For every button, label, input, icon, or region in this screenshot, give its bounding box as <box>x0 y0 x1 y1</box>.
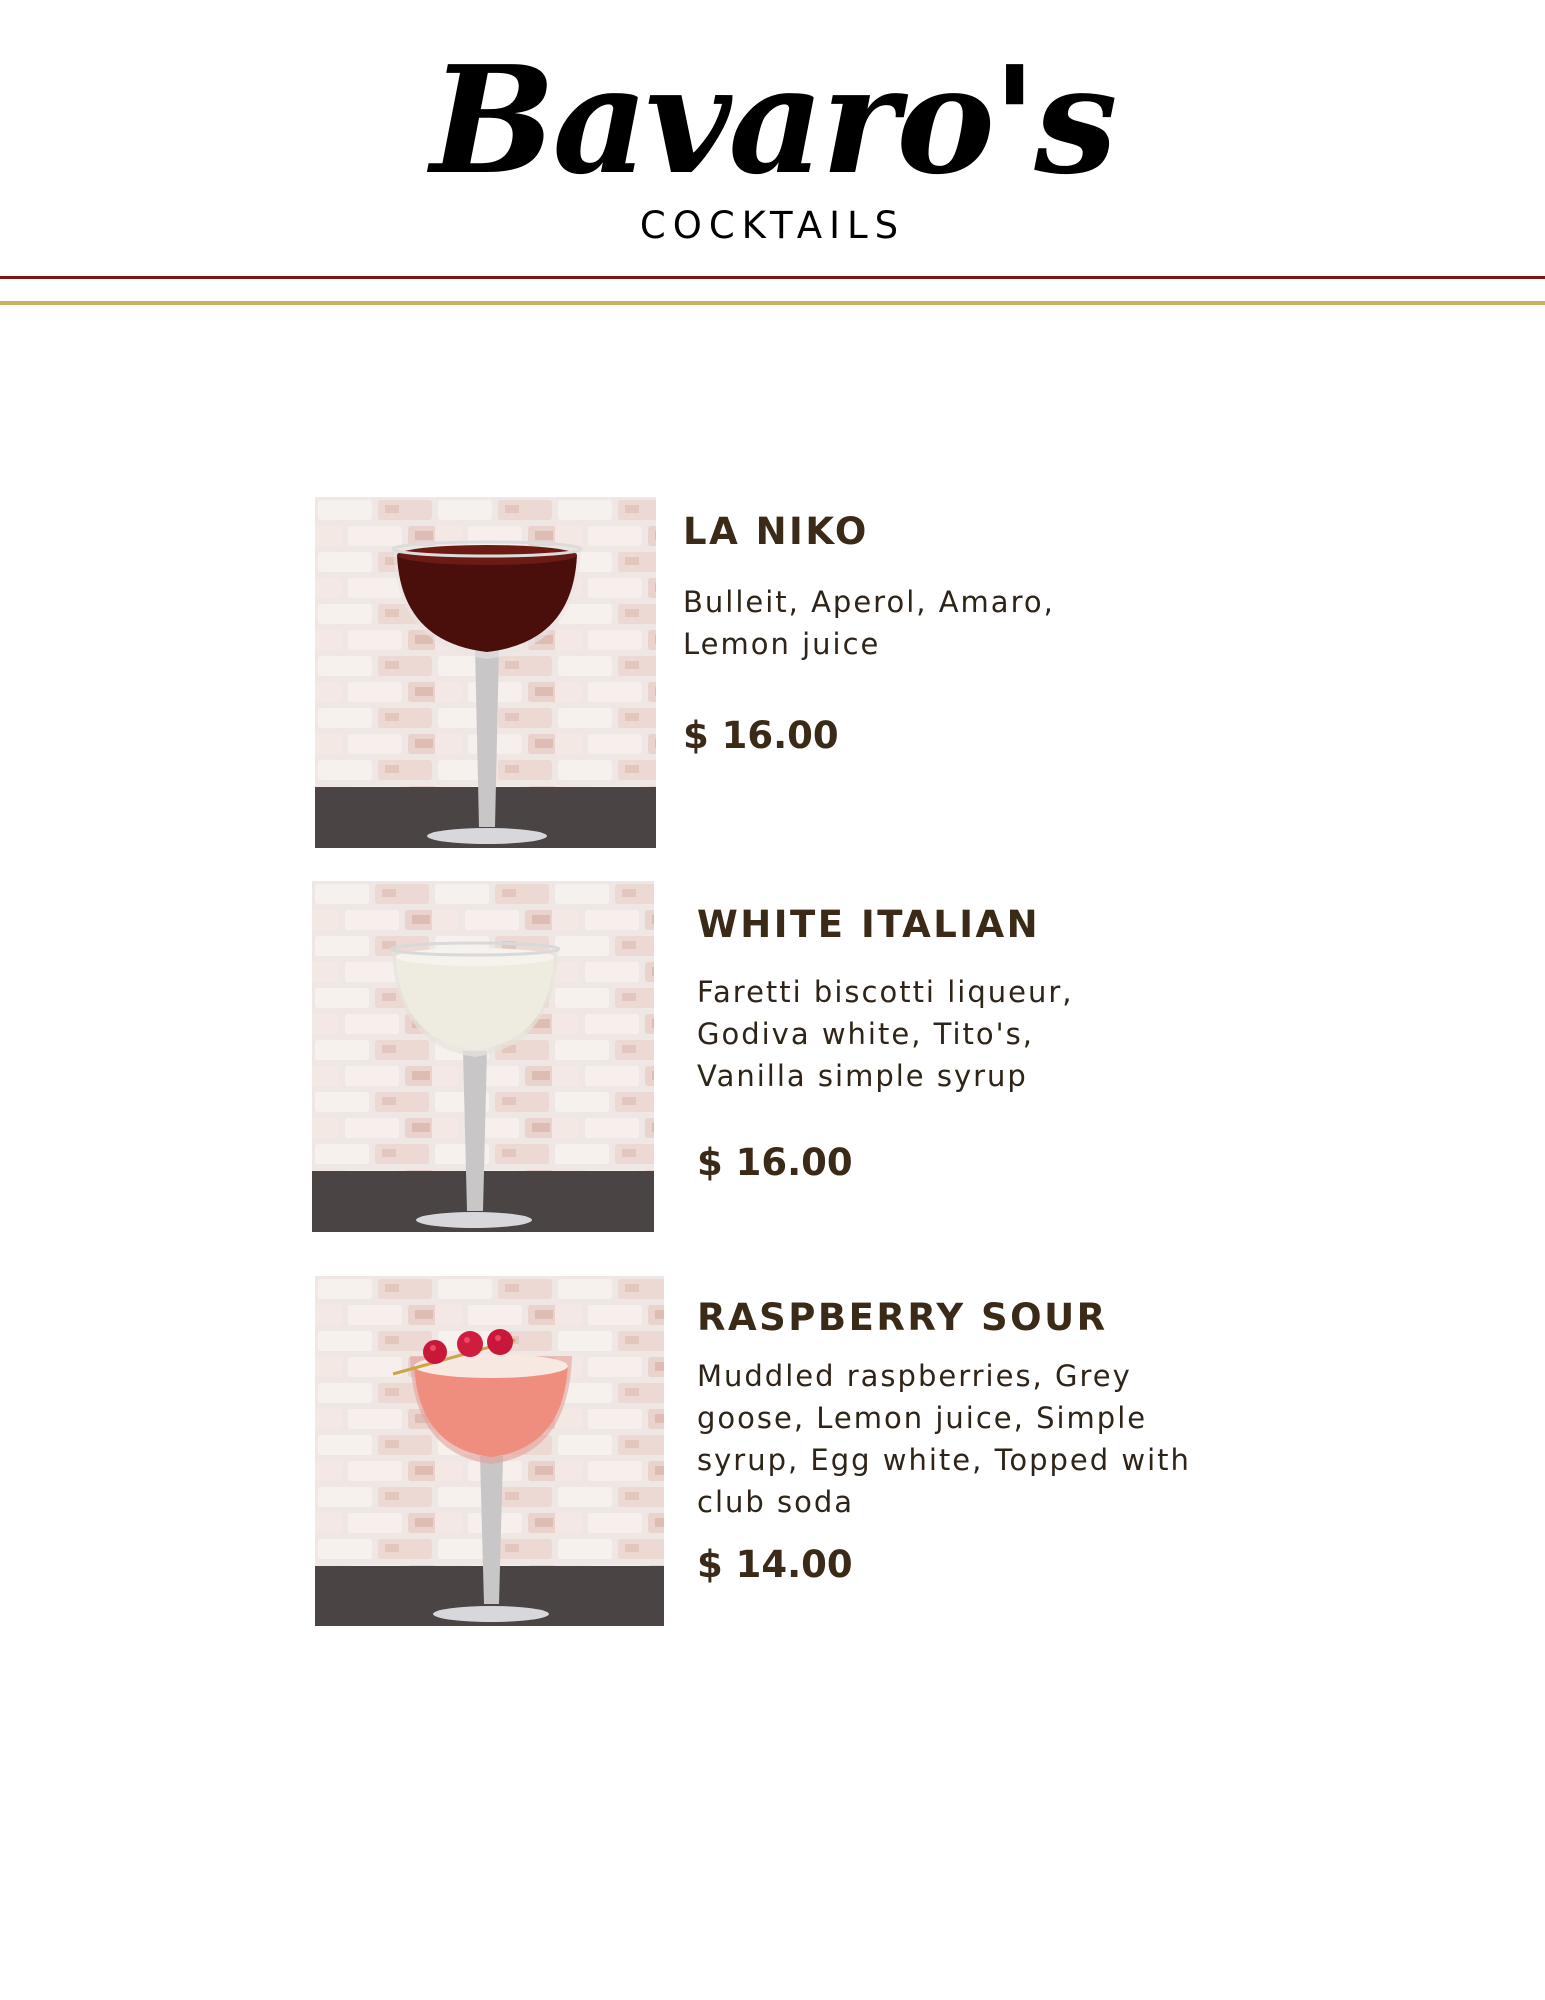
item-name: LA NIKO <box>683 510 869 553</box>
item-price: $ 16.00 <box>697 1141 853 1184</box>
cocktail-dark-red-coupe-photo <box>315 497 656 848</box>
item-description: Muddled raspberries, Grey goose, Lemon juice, Simple syrup, Egg white, Topped with club soda <box>697 1359 1191 1519</box>
item-price: $ 14.00 <box>697 1543 853 1586</box>
cocktail-pink-coupe-raspberries-photo <box>315 1276 664 1626</box>
item-name: WHITE ITALIAN <box>697 903 1041 946</box>
brand <box>0 33 1545 247</box>
brand-name: Bavaro's <box>430 33 1115 207</box>
item-name: RASPBERRY SOUR <box>697 1296 1108 1339</box>
header-rule-gold <box>0 301 1545 305</box>
item-price: $ 16.00 <box>683 714 839 757</box>
item-description: Bulleit, Aperol, Amaro, Lemon juice <box>683 585 1055 661</box>
header-rule-red <box>0 276 1545 279</box>
cocktail-white-coupe-photo <box>312 881 654 1232</box>
item-description: Faretti biscotti liqueur, Godiva white, Tito's, Vanilla simple syrup <box>697 975 1074 1093</box>
brand-subtitle: COCKTAILS <box>639 204 906 247</box>
